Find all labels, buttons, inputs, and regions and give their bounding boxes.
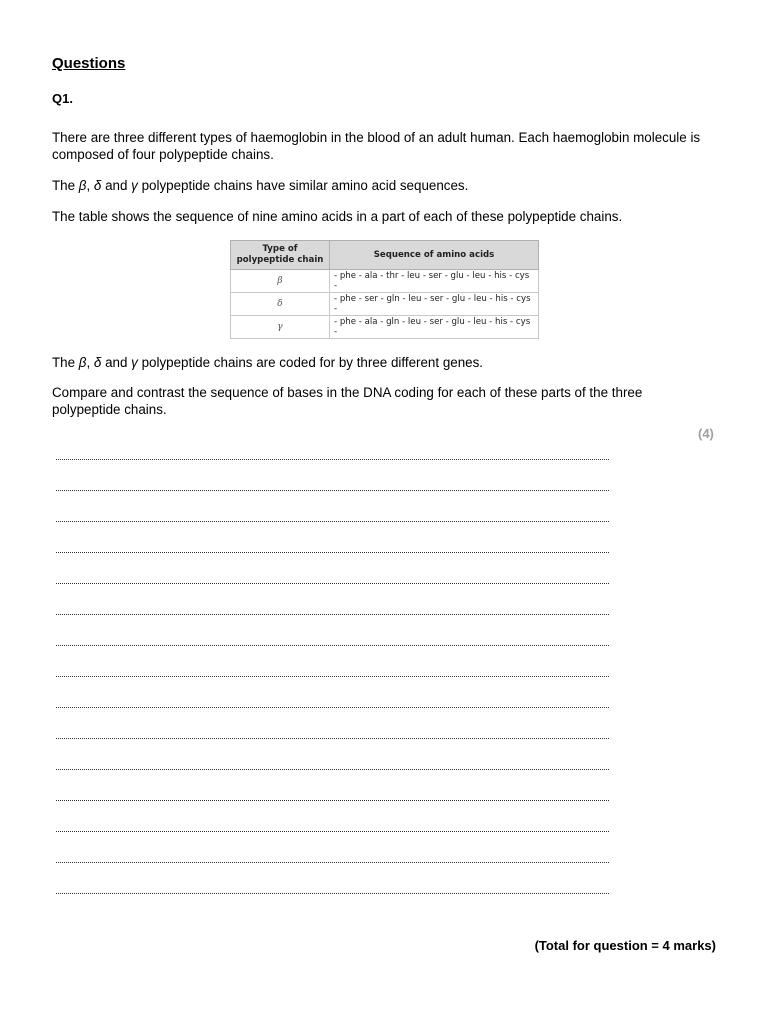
chain-cell: γ (231, 316, 330, 339)
answer-line[interactable] (56, 552, 609, 553)
beta-symbol: β (78, 355, 87, 370)
total-marks: (Total for question = 4 marks) (534, 938, 716, 953)
header-chain-type (231, 241, 330, 270)
table-intro-paragraph: The table shows the sequence of nine amino acids in a part of each of these polypeptide chains. (52, 209, 623, 224)
answer-area[interactable] (56, 459, 609, 924)
table-row (231, 293, 539, 316)
delta-symbol: δ (93, 355, 102, 370)
intro-paragraph: There are three different types of haemoglobin in the blood of an adult human. Each haemoglobin molecule is composed of four polypeptide chains. (52, 130, 701, 162)
chain-cell: δ (231, 293, 330, 316)
similarity-paragraph (52, 178, 712, 195)
header-chain-type-line2: polypeptide chain (236, 255, 324, 265)
beta-symbol: β (78, 178, 87, 193)
answer-line[interactable] (56, 800, 609, 801)
amino-acid-table (230, 240, 539, 339)
answer-line[interactable] (56, 831, 609, 832)
table-row (231, 270, 539, 293)
marks-label: (4) (698, 426, 714, 441)
p4-sep2: and (101, 355, 132, 370)
answer-line[interactable] (56, 645, 609, 646)
header-chain-type-line1: Type of (262, 244, 298, 254)
answer-line[interactable] (56, 893, 609, 894)
p2-sep2: and (101, 178, 132, 193)
delta-symbol: δ (93, 178, 102, 193)
answer-line[interactable] (56, 614, 609, 615)
table-header-row (231, 241, 539, 270)
p4-after: polypeptide chains are coded for by three different genes. (137, 355, 484, 370)
answer-line[interactable] (56, 490, 609, 491)
chain-cell: β (231, 270, 330, 293)
p2-after: polypeptide chains have similar amino acid sequences. (137, 178, 469, 193)
gamma-symbol: γ (131, 355, 138, 370)
p2-before: The (52, 178, 79, 193)
answer-line[interactable] (56, 862, 609, 863)
sequence-cell: - phe - ser - gln - leu - ser - glu - leu - his - cys - (330, 293, 539, 316)
gamma-symbol: γ (131, 178, 138, 193)
sequence-cell: - phe - ala - thr - leu - ser - glu - leu - his - cys - (330, 270, 539, 293)
table-row (231, 316, 539, 339)
page-heading: Questions (52, 55, 126, 72)
answer-line[interactable] (56, 676, 609, 677)
p4-before: The (52, 355, 79, 370)
answer-line[interactable] (56, 459, 609, 460)
answer-line[interactable] (56, 738, 609, 739)
answer-line[interactable] (56, 707, 609, 708)
answer-line[interactable] (56, 521, 609, 522)
question-number: Q1. (52, 91, 73, 106)
sequence-cell: - phe - ala - gln - leu - ser - glu - leu - his - cys - (330, 316, 539, 339)
genes-paragraph (52, 355, 712, 372)
question-prompt: Compare and contrast the sequence of bases in the DNA coding for each of these parts of the three polypeptide chains. (52, 385, 643, 417)
p4-sep1: , (86, 355, 94, 370)
answer-line[interactable] (56, 769, 609, 770)
header-sequence: Sequence of amino acids (330, 241, 539, 270)
p2-sep1: , (86, 178, 94, 193)
answer-line[interactable] (56, 583, 609, 584)
